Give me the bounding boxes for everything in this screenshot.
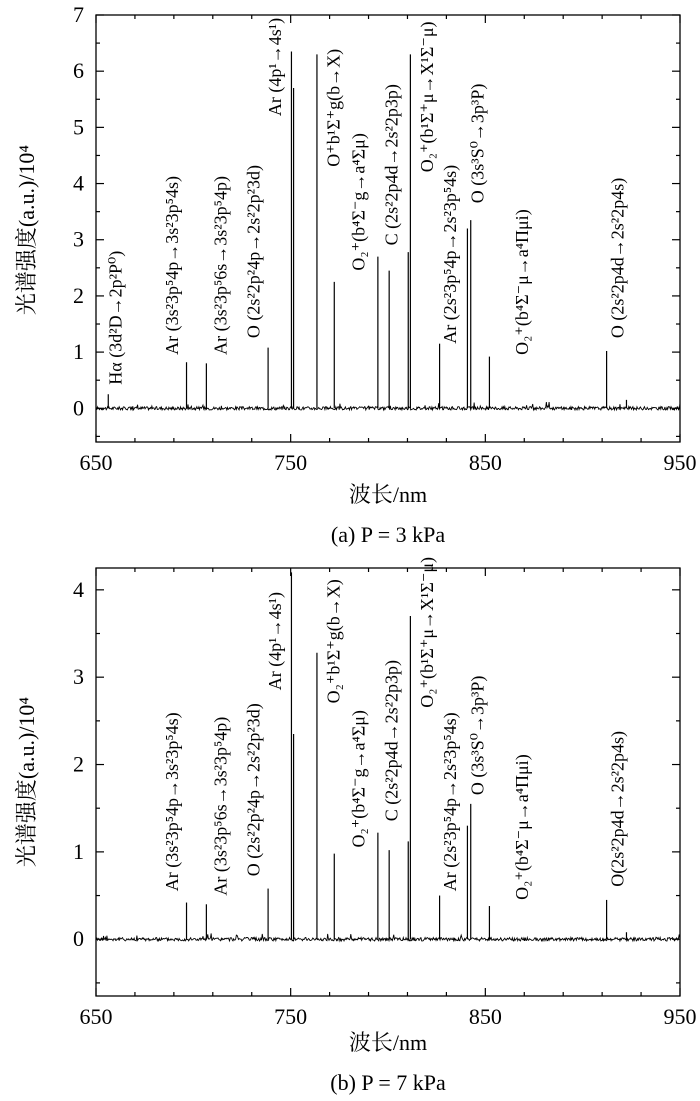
x-axis-title-b: 波长/nm bbox=[348, 1030, 428, 1055]
peak-annotation: O(2s²2p4d→2s²2p4s) bbox=[607, 731, 628, 887]
peak-annotation: Ar (2s²3p⁵4p→2s²3p⁵4s) bbox=[440, 164, 461, 344]
y-tick-label: 0 bbox=[73, 926, 84, 952]
peak-annotation: Ar (4p¹→4s¹) bbox=[264, 17, 285, 117]
peak-annotation: Ar (3s²3p⁵6s→3s²3p⁵4p) bbox=[210, 176, 231, 355]
y-tick-label: 4 bbox=[73, 170, 84, 196]
peak-annotation: O (2s²2p²4p→2s²2p²3d) bbox=[243, 165, 264, 339]
peak-annotation: O₂⁺(b⁴Σ⁻μ→a⁴Πμi) bbox=[512, 209, 533, 355]
peak-annotation: O₂⁺b¹Σ⁺g(b→X) bbox=[323, 579, 344, 704]
y-axis-title-b: 光谱强度(a.u.)/10⁴ bbox=[14, 696, 39, 868]
peak-annotation: O₂⁺(b⁴Σ⁻g→a⁴Σμ) bbox=[348, 133, 369, 271]
y-tick-label: 7 bbox=[73, 2, 84, 27]
y-tick-label: 1 bbox=[73, 339, 84, 365]
peak-annotation: Ar (4p¹→4s¹) bbox=[264, 592, 285, 691]
y-tick-label: 3 bbox=[73, 664, 84, 690]
y-tick-label: 0 bbox=[73, 395, 84, 421]
peak-annotation: Ar (3s²3p⁵6s→3s²3p⁵4p) bbox=[210, 716, 231, 896]
peak-annotation: O (3s³S⁰→3p³P) bbox=[467, 83, 488, 204]
panel-b bbox=[14, 557, 697, 1095]
peak-annotation: O₂⁺(b¹Σ⁺μ→X¹Σ⁻μ) bbox=[416, 21, 437, 173]
peak-annotation: O (2s²2p²4p→2s²2p²3d) bbox=[243, 703, 264, 877]
y-tick-label: 5 bbox=[73, 114, 84, 140]
spectrum-baseline bbox=[96, 933, 680, 941]
x-tick-label: 850 bbox=[468, 1004, 502, 1029]
peak-annotation: O (3s³S⁰→3p³P) bbox=[467, 675, 488, 796]
x-axis-title-a: 波长/nm bbox=[348, 482, 428, 507]
spectrum-baseline bbox=[96, 402, 680, 410]
x-tick-label: 750 bbox=[274, 450, 308, 475]
peak-annotation: Hα (3d²D→2p²P⁰) bbox=[105, 250, 126, 385]
peak-annotation: Ar (3s²3p⁵4p→3s²3p⁵4s) bbox=[161, 712, 182, 892]
peak-annotation: O⁺b¹Σ⁺g(b→X) bbox=[323, 48, 344, 167]
peak-annotation: O₂⁺(b¹Σ⁺μ→X¹Σ⁻μ) bbox=[416, 556, 437, 708]
y-axis-title-a: 光谱强度(a.u.)/10⁴ bbox=[14, 144, 39, 316]
peak-annotation: C (2s²2p4d→2s²2p3p) bbox=[381, 660, 402, 822]
peak-annotation: O₂⁺(b⁴Σ⁻μ→a⁴Πμi) bbox=[512, 754, 533, 900]
y-tick-label: 4 bbox=[73, 576, 84, 602]
y-tick-label: 6 bbox=[73, 58, 84, 84]
y-tick-label: 3 bbox=[73, 226, 84, 252]
y-tick-label: 2 bbox=[73, 282, 84, 308]
x-tick-label: 650 bbox=[79, 1004, 113, 1029]
annotations-a bbox=[105, 18, 628, 385]
peak-annotation: O (2s²2p4d→2s²2p4s) bbox=[607, 177, 628, 339]
caption-b: (b) P = 7 kPa bbox=[330, 1070, 446, 1095]
y-tick-label: 2 bbox=[73, 751, 84, 777]
x-tick-label: 750 bbox=[274, 1004, 308, 1029]
peak-annotation: Ar (2s²3p⁵4p→2s²3p⁵4s) bbox=[440, 712, 461, 892]
peak-annotation: Ar (3s²3p⁵4p→3s²3p⁵4s) bbox=[161, 176, 182, 355]
x-tick-label: 950 bbox=[663, 1004, 697, 1029]
y-tick-label: 1 bbox=[73, 838, 84, 864]
x-tick-label: 650 bbox=[79, 450, 113, 475]
peak-annotation: C (2s²2p4d→2s²2p3p) bbox=[381, 84, 402, 246]
x-tick-label: 950 bbox=[663, 450, 697, 475]
annotations-b bbox=[162, 557, 629, 900]
peak-annotation: O₂⁺(b⁴Σ⁻g→a⁴Σμ) bbox=[348, 710, 369, 848]
panel-a bbox=[14, 2, 697, 547]
caption-a: (a) P = 3 kPa bbox=[330, 522, 446, 547]
x-tick-label: 850 bbox=[468, 450, 502, 475]
